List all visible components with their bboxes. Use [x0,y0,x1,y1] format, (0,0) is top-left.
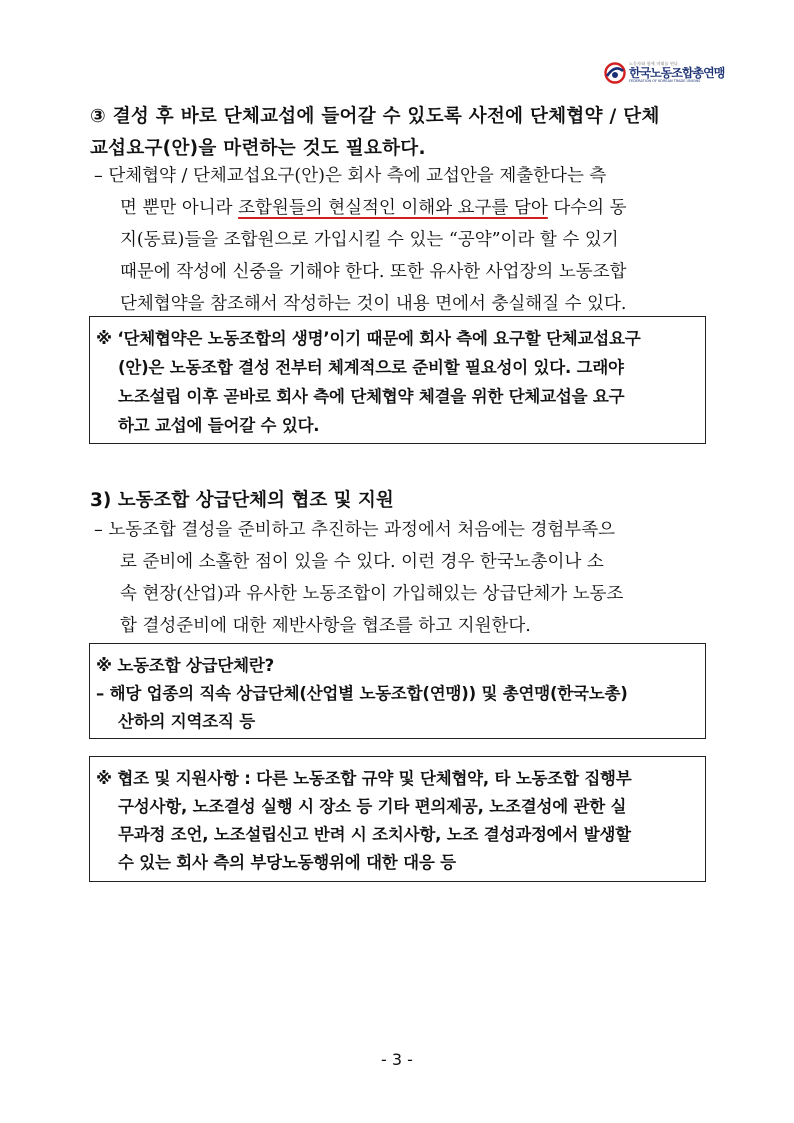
logo-name: 한국노동조합총연맹 [629,66,725,81]
box1-line-3: 노조설립 이후 곧바로 회사 측에 단체협약 체결을 위한 단체교섭을 요구 [118,387,625,406]
box3-line-4: 수 있는 회사 측의 부당노동행위에 대한 대응 등 [118,853,456,872]
page-number: - 3 - [381,1050,413,1069]
subheading-line-2: 교섭요구(안)을 마련하는 것도 필요하다. [90,138,426,159]
para1-line-2-end: 다수의 동 [547,198,627,218]
para1-line-1: – 단체협약 / 단체교섭요구(안)은 회사 측에 교섭안을 제출한다는 측 [94,166,607,186]
para1-line-5: 단체협약을 참조해서 작성하는 것이 내용 면에서 충실해질 수 있다. [120,294,627,314]
fktu-emblem-icon [604,62,626,84]
subheading-line-1: ③ 결성 후 바로 단체교섭에 들어갈 수 있도록 사전에 단체협약 / 단체 [90,106,660,127]
para1-line-2 [120,194,627,219]
box3-line-3: 무과정 조언, 노조설립신고 반려 시 조치사항, 노조 결성과정에서 발생할 [118,825,631,844]
para1-line-2-start: 면 뿐만 아니라 [120,198,239,218]
logo-tagline: 노동자와 함께 미래를 연다 [629,61,679,67]
para1-line-3: 지(동료)들을 조합원으로 가입시킬 수 있는 “공약”이라 할 수 있기 [120,230,619,250]
box2-line-2: – 해당 업종의 직속 상급단체(산업별 노동조합(연맹)) 및 총연맹(한국노총) [96,684,628,703]
box1-line-1: ※ ‘단체협약은 노동조합의 생명’이기 때문에 회사 측에 요구할 단체교섭요구 [96,329,641,348]
section3-line-3: 속 현장(산업)과 유사한 노동조합이 가입해있는 상급단체가 노동조 [120,584,624,604]
box2-line-3: 산하의 지역조직 등 [118,712,256,731]
para1-underlined-phrase: 조합원들의 현실적인 이해와 요구를 담아 [238,198,548,218]
section3-line-4: 합 결성준비에 대한 제반사항을 협조를 하고 지원한다. [120,616,531,636]
note-box-upper-organization [89,643,706,739]
logo-english: FEDERATION OF KOREAN TRADE UNIONS [629,79,701,84]
section3-line-1: – 노동조합 결성을 준비하고 추진하는 과정에서 처음에는 경험부족으 [94,520,616,540]
para1-line-4: 때문에 작성에 신중을 기해야 한다. 또한 유사한 사업장의 노동조합 [120,262,627,282]
fktu-logo [604,60,725,86]
box3-line-1: ※ 협조 및 지원사항 : 다른 노동조합 규약 및 단체협약, 타 노동조합 집행부 [96,769,632,788]
box1-line-4: 하고 교섭에 들어갈 수 있다. [118,416,320,435]
box3-line-2: 구성사항, 노조결성 실행 시 장소 등 기타 편의제공, 노조결성에 관한 실 [118,797,627,816]
section-3-heading: 3) 노동조합 상급단체의 협조 및 지원 [90,490,394,511]
note-box-support-items [89,756,706,882]
note-box-collective-agreement [89,316,706,444]
box2-line-1: ※ 노동조합 상급단체란? [96,656,274,675]
section3-line-2: 로 준비에 소홀한 점이 있을 수 있다. 이런 경우 한국노총이나 소 [120,552,604,572]
box1-line-2: (안)은 노동조합 결성 전부터 체계적으로 준비할 필요성이 있다. 그래야 [118,358,624,377]
